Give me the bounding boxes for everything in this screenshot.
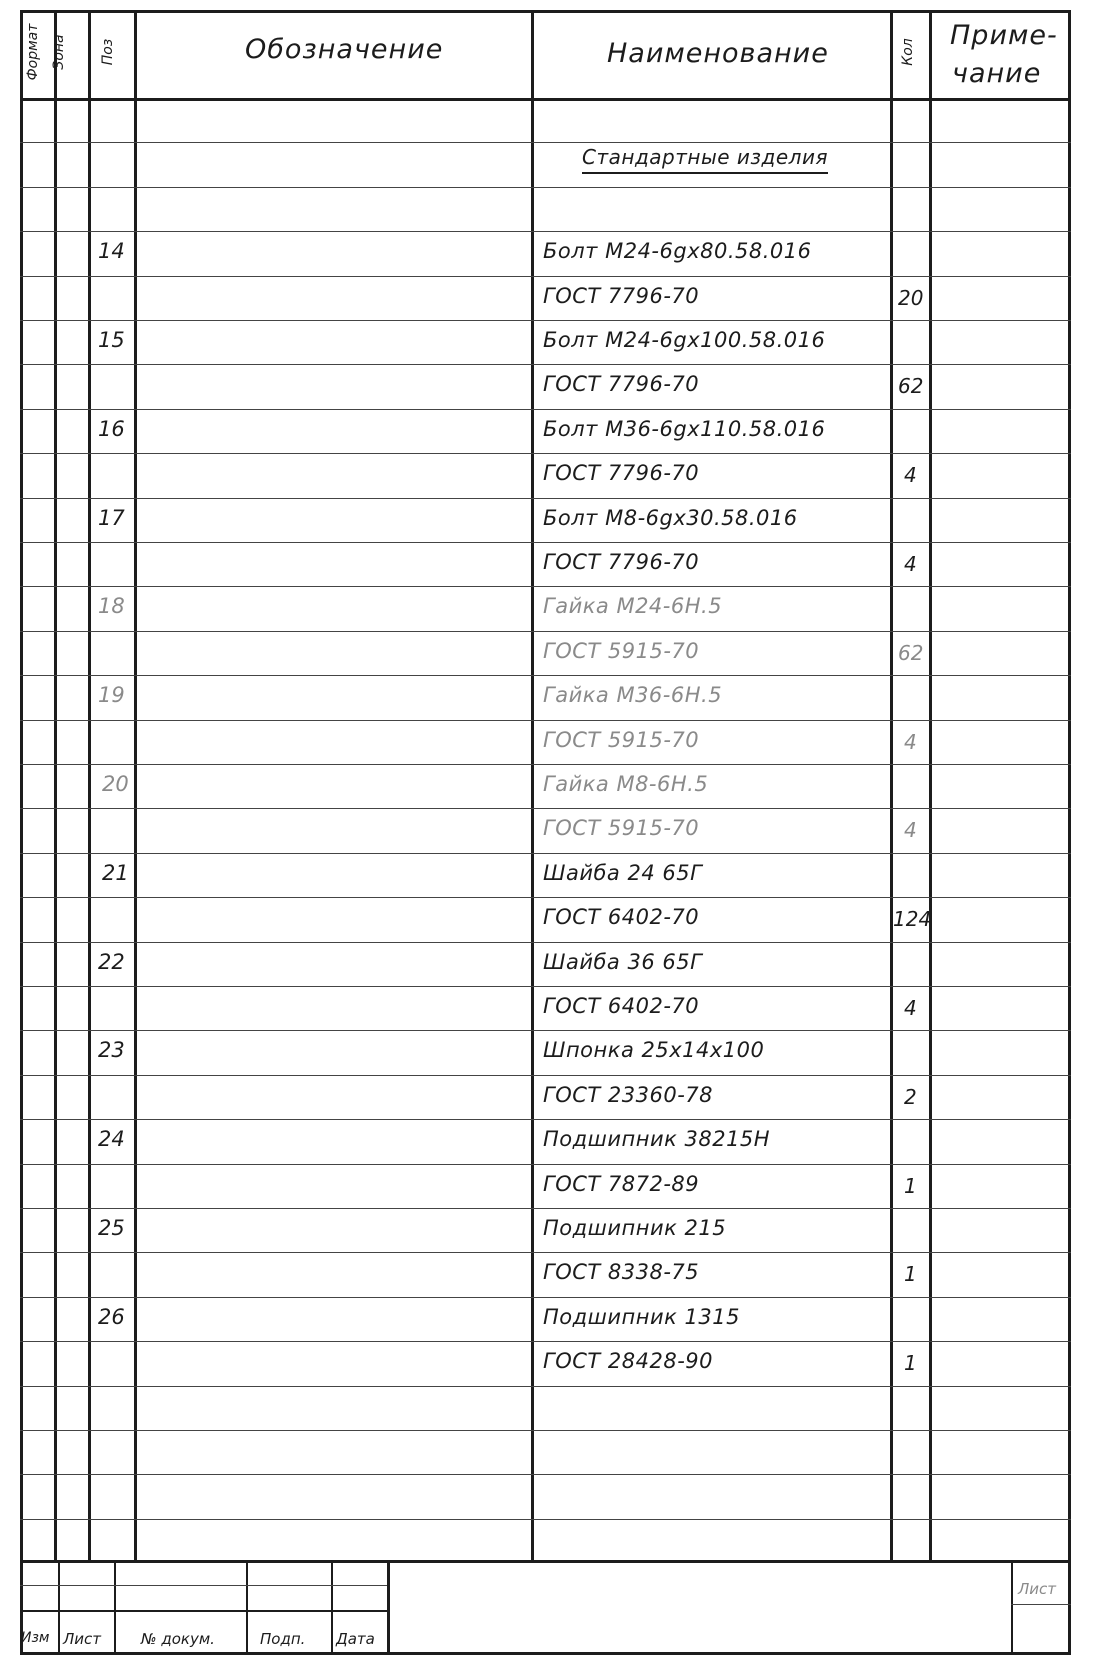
- item-quantity: 62: [898, 374, 924, 399]
- item-quantity: 62: [898, 640, 924, 665]
- item-name: Подшипник 1315: [543, 1304, 740, 1329]
- item-name: Шайба 36 65Г: [543, 949, 703, 974]
- sheet-box-line: [1011, 1604, 1071, 1605]
- row-line: [20, 586, 1071, 587]
- position-number: 18: [98, 594, 125, 619]
- item-name: ГОСТ 5915-70: [543, 638, 700, 663]
- item-name: Болт М36-6gх110.58.016: [543, 416, 826, 441]
- row-line: [20, 986, 1071, 987]
- position-number: 19: [98, 683, 125, 708]
- row-line: [20, 808, 1071, 809]
- position-number: 22: [98, 949, 125, 974]
- item-name: Шайба 24 65Г: [543, 860, 703, 885]
- item-name: Гайка М8-6Н.5: [543, 772, 709, 796]
- item-name: ГОСТ 28428-90: [543, 1349, 713, 1374]
- column-divider: [929, 10, 932, 1560]
- position-number: 17: [98, 505, 125, 530]
- stamp-date: Дата: [336, 1630, 375, 1648]
- item-name: Шпонка 25х14х100: [543, 1038, 765, 1063]
- row-line: [20, 409, 1071, 410]
- position-number: 24: [98, 1127, 125, 1152]
- column-divider: [54, 10, 57, 1560]
- header-zone: Зона: [51, 34, 67, 70]
- item-name: ГОСТ 7872-89: [543, 1171, 700, 1196]
- header-format: Формат: [25, 23, 41, 81]
- item-name: Болт М8-6gх30.58.016: [543, 505, 798, 530]
- row-line: [20, 764, 1071, 765]
- stamp-sheet-label: Лист: [1018, 1580, 1057, 1598]
- row-line: [20, 276, 1071, 277]
- position-number: 20: [102, 772, 129, 796]
- item-name: ГОСТ 5915-70: [543, 816, 700, 841]
- row-line: [20, 187, 1071, 188]
- position-number: 21: [102, 860, 129, 885]
- stamp-list: Лист: [63, 1630, 102, 1648]
- row-line: [20, 1208, 1071, 1209]
- header-note-line1: Приме-: [950, 20, 1058, 51]
- row-line: [20, 1030, 1071, 1031]
- stamp-line: [20, 1610, 387, 1612]
- header-pos: Поз: [100, 38, 116, 66]
- row-line: [20, 1341, 1071, 1342]
- stamp-divider: [114, 1560, 116, 1655]
- column-divider: [531, 10, 534, 1560]
- row-line: [20, 1519, 1071, 1520]
- row-line: [20, 853, 1071, 854]
- stamp-line: [20, 1585, 387, 1586]
- row-line: [20, 720, 1071, 721]
- position-number: 26: [98, 1304, 125, 1329]
- position-number: 14: [98, 239, 125, 264]
- header-note-line2: чание: [952, 58, 1042, 89]
- item-name: Болт М24-6gх80.58.016: [543, 239, 812, 264]
- item-quantity: 4: [904, 818, 917, 843]
- item-name: ГОСТ 7796-70: [543, 550, 700, 574]
- item-name: ГОСТ 5915-70: [543, 727, 700, 752]
- row-line: [20, 320, 1071, 321]
- row-line: [20, 231, 1071, 232]
- header-designation: Обозначение: [245, 34, 444, 65]
- frame-left: [20, 10, 23, 1655]
- row-line: [20, 1386, 1071, 1387]
- row-line: [20, 942, 1071, 943]
- row-line: [20, 1119, 1071, 1120]
- table-bottom-line: [20, 1560, 1071, 1563]
- position-number: 15: [98, 328, 125, 352]
- row-line: [20, 1430, 1071, 1431]
- row-line: [20, 1252, 1071, 1253]
- item-name: Гайка М24-6Н.5: [543, 594, 723, 619]
- stamp-sign: Подп.: [260, 1630, 306, 1648]
- row-line: [20, 1164, 1071, 1165]
- item-name: ГОСТ 6402-70: [543, 994, 700, 1018]
- row-line: [20, 1474, 1071, 1475]
- header-qty: Кол: [900, 38, 916, 66]
- row-line: [20, 498, 1071, 499]
- item-name: ГОСТ 23360-78: [543, 1082, 713, 1107]
- frame-top: [20, 10, 1071, 13]
- row-line: [20, 631, 1071, 632]
- section-title: Стандартные изделия: [582, 145, 828, 174]
- item-quantity: 1: [904, 1262, 917, 1287]
- item-quantity: 4: [904, 729, 917, 754]
- stamp-doc: № докум.: [141, 1630, 215, 1648]
- frame-bottom: [20, 1652, 1071, 1655]
- position-number: 23: [98, 1038, 125, 1063]
- row-line: [20, 453, 1071, 454]
- row-line: [20, 142, 1071, 143]
- stamp-right-edge: [387, 1560, 390, 1655]
- item-quantity: 2: [904, 1084, 917, 1109]
- column-divider: [134, 10, 137, 1560]
- stamp-divider: [58, 1560, 60, 1655]
- stamp-divider: [331, 1560, 333, 1655]
- item-quantity: 4: [904, 996, 917, 1020]
- item-name: Подшипник 38215Н: [543, 1127, 771, 1152]
- item-name: ГОСТ 8338-75: [543, 1260, 700, 1285]
- header-bottom-line: [20, 98, 1071, 101]
- item-name: Болт М24-6gх100.58.016: [543, 328, 826, 352]
- stamp-divider: [246, 1560, 248, 1655]
- item-name: ГОСТ 6402-70: [543, 905, 700, 930]
- sheet-box-left: [1011, 1560, 1013, 1655]
- item-name: ГОСТ 7796-70: [543, 283, 700, 308]
- item-quantity: 1: [904, 1173, 917, 1198]
- item-quantity: 4: [904, 552, 917, 576]
- item-quantity: 20: [898, 285, 924, 310]
- position-number: 16: [98, 416, 125, 441]
- position-number: 25: [98, 1216, 125, 1240]
- column-divider: [890, 10, 893, 1560]
- row-line: [20, 1297, 1071, 1298]
- stamp-izm: Изм: [21, 1630, 50, 1646]
- item-quantity: 4: [904, 463, 917, 488]
- item-name: ГОСТ 7796-70: [543, 461, 700, 486]
- row-line: [20, 364, 1071, 365]
- row-line: [20, 1075, 1071, 1076]
- item-name: Подшипник 215: [543, 1216, 727, 1240]
- column-divider: [88, 10, 91, 1560]
- row-line: [20, 542, 1071, 543]
- item-quantity: 124: [893, 907, 932, 932]
- item-quantity: 1: [904, 1351, 917, 1376]
- header-name: Наименование: [607, 38, 829, 69]
- item-name: Гайка М36-6Н.5: [543, 683, 723, 708]
- row-line: [20, 675, 1071, 676]
- frame-right: [1068, 10, 1071, 1655]
- row-line: [20, 897, 1071, 898]
- item-name: ГОСТ 7796-70: [543, 372, 700, 397]
